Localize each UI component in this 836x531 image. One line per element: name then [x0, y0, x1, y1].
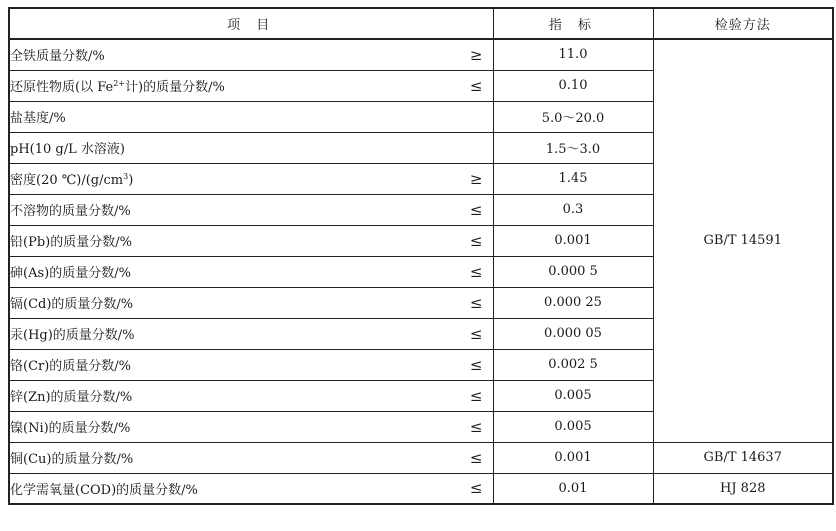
comparison-symbol: ≤: [469, 76, 483, 95]
row-value: 0.005: [493, 380, 653, 411]
comparison-symbol: ≤: [469, 262, 483, 281]
row-value: 0.005: [493, 411, 653, 442]
comparison-symbol: ≤: [469, 386, 483, 405]
header-row: [9, 8, 833, 39]
row-value: 11.0: [493, 39, 653, 70]
comparison-symbol: ≤: [469, 200, 483, 219]
row-label: 化学需氧量(COD)的质量分数/% ≤: [9, 473, 493, 504]
row-label: 铬(Cr)的质量分数/% ≤: [9, 349, 493, 380]
row-value: 0.002 5: [493, 349, 653, 380]
row-label: 镉(Cd)的质量分数/% ≤: [9, 287, 493, 318]
row-label: 盐基度/%: [9, 101, 493, 132]
row-label: 还原性物质(以 $Fe^{2+}$计)的质量分数/% ≤: [9, 70, 493, 101]
row-value: 1.5～3.0: [493, 132, 653, 163]
row-value: 0.01: [493, 473, 653, 504]
comparison-symbol: ≤: [469, 479, 483, 498]
header-method: 检验方法: [653, 8, 833, 39]
comparison-symbol: ≤: [469, 417, 483, 436]
row-value: 0.000 5: [493, 256, 653, 287]
row-value: 0.10: [493, 70, 653, 101]
row-label: 砷(As)的质量分数/% ≤: [9, 256, 493, 287]
table-row: [9, 473, 833, 504]
header-item: 项 目: [9, 8, 493, 39]
row-label: 不溶物的质量分数/% ≤: [9, 194, 493, 225]
row-value: 0.3: [493, 194, 653, 225]
spec-table: [8, 7, 834, 505]
comparison-symbol: ≤: [469, 231, 483, 250]
method-gb14637: GB/T 14637: [653, 442, 833, 473]
comparison-symbol: ≤: [469, 355, 483, 374]
row-label: 铜(Cu)的质量分数/% ≤: [9, 442, 493, 473]
comparison-symbol: ≥: [469, 45, 483, 64]
row-label: 铅(Pb)的质量分数/% ≤: [9, 225, 493, 256]
row-label: 全铁质量分数/% ≥: [9, 39, 493, 70]
table-row: [9, 39, 833, 70]
row-label: 汞(Hg)的质量分数/% ≤: [9, 318, 493, 349]
row-value: 0.000 25: [493, 287, 653, 318]
method-hj828: HJ 828: [653, 473, 833, 504]
row-value: 0.001: [493, 225, 653, 256]
row-label: 锌(Zn)的质量分数/% ≤: [9, 380, 493, 411]
method-gb14591: GB/T 14591: [653, 39, 833, 442]
header-index: 指 标: [493, 8, 653, 39]
row-label: pH(10 g/L 水溶液): [9, 132, 493, 163]
row-label: 密度(20 $℃)/(g/cm^3)$ ≥: [9, 163, 493, 194]
comparison-symbol: ≤: [469, 293, 483, 312]
row-label: 镍(Ni)的质量分数/% ≤: [9, 411, 493, 442]
comparison-symbol: ≤: [469, 448, 483, 467]
table-row: [9, 442, 833, 473]
row-value: 1.45: [493, 163, 653, 194]
comparison-symbol: ≤: [469, 324, 483, 343]
row-value: 0.000 05: [493, 318, 653, 349]
comparison-symbol: ≥: [469, 169, 483, 188]
row-value: 5.0～20.0: [493, 101, 653, 132]
row-value: 0.001: [493, 442, 653, 473]
